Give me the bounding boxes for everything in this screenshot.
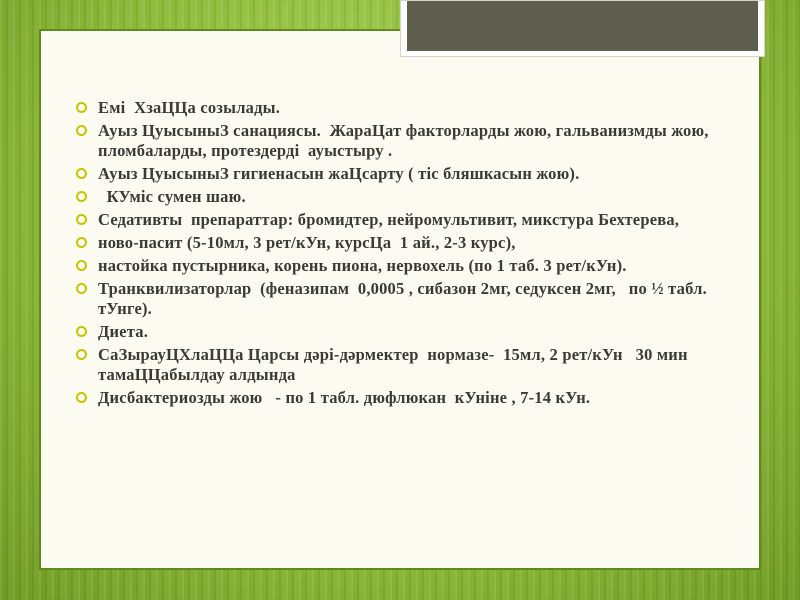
bullet-text: ново-пасит (5-10мл, 3 рет/кУн, курсЦа 1 ай., 2-3 курс), — [98, 233, 516, 252]
bullet-item — [76, 233, 716, 253]
bullet-item — [76, 121, 716, 161]
title-placeholder-fill — [407, 1, 758, 51]
bullet-circle-icon — [76, 168, 87, 179]
bullet-circle-icon — [76, 125, 87, 136]
bullet-circle-icon — [76, 283, 87, 294]
bullet-circle-icon — [76, 102, 87, 113]
bullet-item — [76, 210, 716, 230]
bullet-circle-icon — [76, 349, 87, 360]
bullet-text: Транквилизаторлар (феназипам 0,0005 , сибазон 2мг, седуксен 2мг, по ½ табл. тУнге). — [98, 279, 712, 318]
bullet-text: Диета. — [98, 322, 149, 341]
bullet-circle-icon — [76, 191, 87, 202]
bullet-text: Ауыз ЦуысыныЗ гигиенасын жаЦсарту ( тіс бляшкасын жою). — [98, 164, 580, 183]
bullet-text: Емі ХзаЦЦа созылады. — [98, 98, 281, 117]
bullet-item — [76, 98, 716, 118]
bullet-text: СаЗырауЦХлаЦЦа Царсы дәрі-дәрмектер нормазе- 15мл, 2 рет/кУн 30 мин тамаЦЦабылдау алдында — [98, 345, 693, 384]
bullet-item — [76, 164, 716, 184]
bullet-item — [76, 388, 716, 408]
title-placeholder — [400, 0, 765, 57]
bullet-text: Дисбактериозды жою - по 1 табл. дюфлюкан кУніне , 7-14 кУн. — [98, 388, 591, 407]
bullet-text: настойка пустырника, корень пиона, нервохель (по 1 таб. 3 рет/кУн). — [98, 256, 627, 275]
bullet-circle-icon — [76, 392, 87, 403]
bullet-circle-icon — [76, 214, 87, 225]
bullet-circle-icon — [76, 237, 87, 248]
bullet-text: Седативты препараттар: бромидтер, нейромультивит, микстура Бехтерева, — [98, 210, 680, 229]
bullet-item — [76, 345, 716, 385]
bullet-item — [76, 187, 716, 207]
bullet-text: КУміс сумен шаю. — [98, 187, 246, 206]
bullet-item — [76, 279, 716, 319]
bullet-item — [76, 256, 716, 276]
bullet-circle-icon — [76, 260, 87, 271]
bullet-circle-icon — [76, 326, 87, 337]
bullet-item — [76, 322, 716, 342]
bullet-text: Ауыз ЦуысыныЗ санациясы. ЖараЦат факторларды жою, гальванизмды жою, пломбаларды, протездерді ауыстыру . — [98, 121, 713, 160]
bullet-list — [76, 98, 716, 411]
